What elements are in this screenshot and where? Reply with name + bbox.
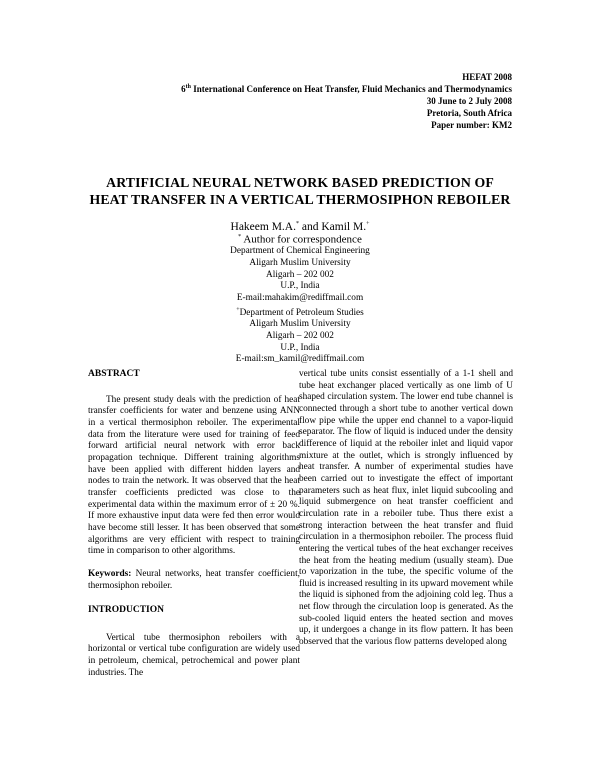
introduction-heading: INTRODUCTION bbox=[88, 605, 165, 616]
conference-number: 6 bbox=[181, 84, 186, 94]
affiliation-2-city: Aligarh – 202 002 bbox=[266, 331, 334, 341]
abstract-heading: ABSTRACT bbox=[88, 369, 140, 379]
affiliation-2-department: Department of Petroleum Studies bbox=[239, 307, 364, 318]
affiliation-2-department-line bbox=[150, 305, 450, 320]
title-line-1: ARTIFICIAL NEURAL NETWORK BASED PREDICTION OF bbox=[106, 175, 494, 190]
correspondence-text: Author for correspondence bbox=[241, 233, 362, 246]
correspondence-note bbox=[150, 232, 450, 246]
paper-number: Paper number: KM2 bbox=[431, 120, 512, 130]
conference-name: International Conference on Heat Transfer, Fluid Mechanics and Thermodynamics bbox=[190, 84, 512, 94]
abstract-text: The present study deals with the prediction of heat transfer coefficients for water and benzene using ANN in a vertical thermosiphon reboiler. The experimental data from the literature were used for training of feed forward artificial neural network with error back propagation technique. Different training algorithms have been applied with different hidden layers and nodes to train the network. It was observed that the heat transfer coefficients predicted was close to the experimental data within the maximum error of ± 20 %. If more exhaustive input data were fed then error would have become still lesser. It has been observed that some algorithms are very efficient with respect to training time in comparison to other algorithms. bbox=[88, 394, 300, 557]
conference-dates: 30 June to 2 July 2008 bbox=[426, 96, 512, 106]
affiliation-2-email: E-mail:sm_kamil@rediffmail.com bbox=[235, 354, 365, 365]
affiliations bbox=[150, 232, 450, 366]
affiliation-1-university: Aligarh Muslim University bbox=[249, 257, 351, 268]
conference-header bbox=[181, 71, 512, 131]
keywords-label: Keywords: bbox=[88, 568, 132, 579]
affiliation-1-city: Aligarh – 202 002 bbox=[266, 269, 334, 280]
affiliation-2-university: Aligarh Muslim University bbox=[249, 319, 351, 330]
conference-location: Pretoria, South Africa bbox=[426, 108, 512, 118]
author-2: Kamil M. bbox=[321, 220, 367, 233]
introduction-text-left: Vertical tube thermosiphon reboilers with a horizontal or vertical tube configuration are widely used in petroleum, chemical, petrochemical and power plant industries. The bbox=[88, 632, 300, 678]
correspondence-mark: * bbox=[238, 234, 242, 240]
keywords-text: Neural networks, heat transfer coefficient, thermosiphon reboiler. bbox=[88, 568, 300, 591]
keywords-line bbox=[88, 569, 300, 592]
author-1: Hakeem M.A. bbox=[230, 220, 296, 233]
affiliation-2-state: U.P., India bbox=[280, 342, 320, 353]
right-column bbox=[299, 369, 513, 649]
introduction-text-right: vertical tube units consist essentially of a 1-1 shell and tube heat exchanger placed vertically as one limb of U shaped circulation system. The lower end tube channel is connected through a short tube to another vertical down flow pipe while the upper end channel to a vapor-liquid separator. The flow of liquid is induced under the density difference of liquid at the reboiler inlet and liquid vapor mixture at the outlet, which is strongly influenced by heat transfer. A number of experimental studies have been carried out to investigate the effect of important parameters such as heat flux, inlet liquid subcooling and liquid submergence on heat transfer coefficient and circulation rate in a reboiler tube. Thus there exist a strong interaction between the heat transfer and fluid circulation in a thermosiphon reboiler. The process fluid entering the vertical tubes of the heat exchanger receives the heat from the heating medium (usually steam). Due to vaporization in the tube, the specific volume of the fluid is increased resulting in its upward movement while the liquid is siphoned from the adjoining cold leg. Thus a net flow through the circulation loop is generated. As the sub-cooled liquid enters the heated section and moves up, it undergoes a change in its flow pattern. It has been observed that the various flow patterns developed along bbox=[299, 369, 513, 648]
author-2-mark: + bbox=[366, 221, 370, 227]
author-joiner: and bbox=[298, 220, 322, 233]
conference-short-name: HEFAT 2008 bbox=[462, 72, 512, 82]
affiliation-2-mark: + bbox=[236, 306, 240, 313]
author-1-mark: * bbox=[295, 221, 299, 227]
affiliation-1-state: U.P., India bbox=[280, 281, 320, 292]
paper-title bbox=[60, 174, 540, 208]
affiliation-1-email: E-mail:mahakim@rediffmail.com bbox=[236, 292, 364, 303]
conference-full-name bbox=[181, 83, 512, 95]
affiliation-1-department: Department of Chemical Engineering bbox=[230, 246, 370, 257]
title-line-2: HEAT TRANSFER IN A VERTICAL THERMOSIPHON REBOILER bbox=[89, 192, 511, 207]
conference-number-suffix: th bbox=[185, 84, 191, 90]
left-column bbox=[88, 369, 300, 679]
